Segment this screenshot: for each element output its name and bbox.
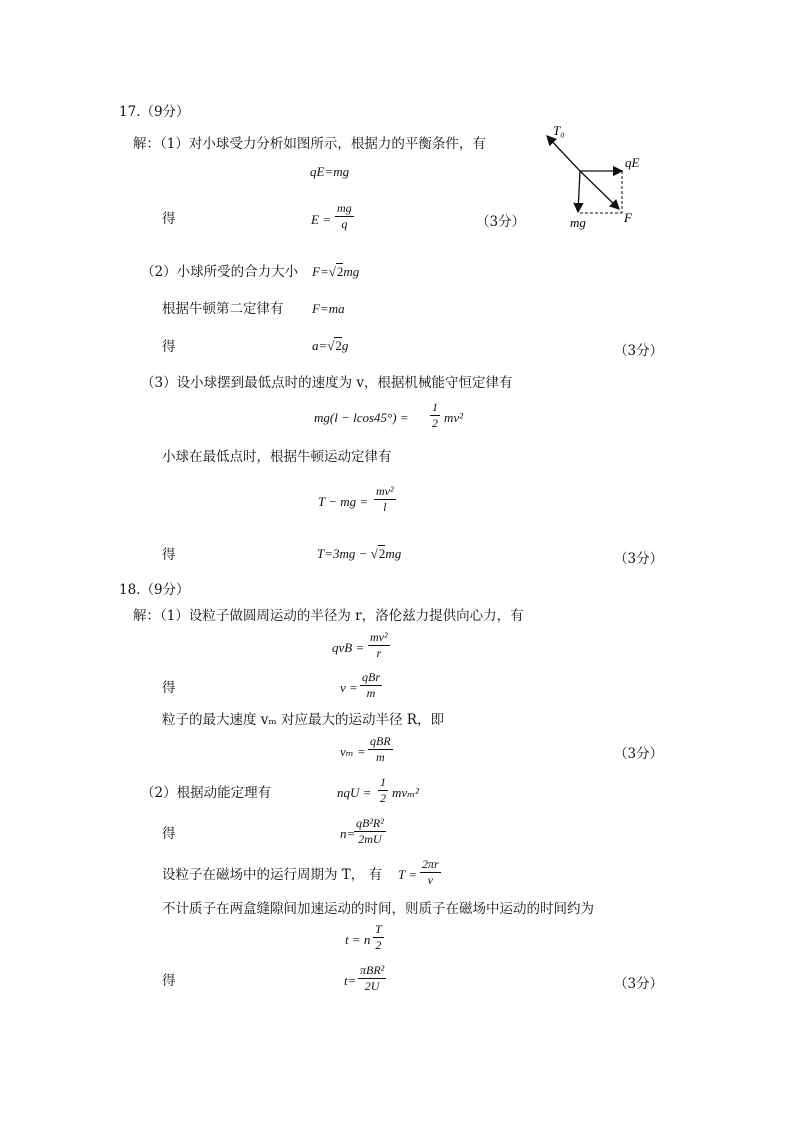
q17-score-1: （3分） — [476, 214, 526, 230]
q17-eq-energy-fraction — [430, 401, 440, 430]
q17-header: 17.（9分） — [119, 104, 190, 120]
q17-eq-energy-lhs: mg(l − lcos45°) = — [314, 410, 409, 425]
q18-eq-kinetic-lhs: nqU = — [337, 785, 372, 800]
sqrt-arg: 2 — [378, 546, 386, 561]
q17-de-label: 得 — [162, 339, 176, 355]
q17-de-label: 得 — [162, 547, 176, 563]
q17-eq-newton-fraction — [374, 485, 396, 514]
q18-eq-kinetic-fraction — [378, 776, 388, 805]
q18-part1-intro: 解：（1）设粒子做圆周运动的半径为 r，洛伦兹力提供向心力，有 — [133, 608, 524, 624]
fraction-numerator: 1 — [380, 775, 386, 789]
eq-suffix: g — [341, 338, 349, 353]
q18-eq-v-lhs: v = — [340, 680, 358, 695]
fraction-denominator: 2 — [375, 938, 382, 952]
q18-eq-vm-fraction — [368, 735, 393, 764]
tension-vector — [547, 136, 580, 171]
q17-force-diagram — [535, 118, 655, 233]
q18-eq-n-fraction — [354, 817, 386, 846]
q17-eq-e-fraction — [335, 202, 354, 231]
q18-eq-t-final-lhs: t= — [344, 973, 357, 988]
fraction-numerator: qBr — [362, 670, 380, 684]
fraction-denominator: 2mU — [358, 832, 382, 846]
fraction-numerator: 2πr — [422, 857, 439, 871]
q18-part2-line3: 设粒子在磁场中的运行周期为 T， 有 — [162, 867, 383, 883]
eq-prefix: T=3mg − — [317, 546, 371, 561]
mg-label: mg — [570, 215, 586, 230]
q18-eq-kinetic-rhs: mvₘ² — [392, 785, 420, 800]
fraction-numerator: mv² — [370, 630, 388, 644]
q18-header: 18.（9分） — [119, 582, 190, 598]
q17-eq-e-denominator: q — [341, 217, 348, 231]
gravity-vector — [578, 171, 580, 212]
fraction-numerator: 1 — [432, 400, 438, 414]
q18-eq-time-fraction — [373, 923, 384, 952]
q17-score-3: （3分） — [614, 551, 664, 567]
fraction-denominator: 2 — [432, 416, 438, 430]
q17-eq-f: F=√2mg — [312, 264, 360, 279]
q18-score-1: （3分） — [614, 746, 664, 762]
t0-label: T₀ — [553, 123, 565, 138]
q17-part2-line2: 根据牛顿第二定律有 — [162, 301, 284, 317]
fraction-denominator: m — [376, 750, 385, 764]
fraction-numerator: T — [375, 922, 382, 936]
q18-part1-line3: 粒子的最大速度 vₘ 对应最大的运动半径 R，即 — [162, 712, 444, 728]
q18-de-label: 得 — [162, 826, 176, 842]
eq-suffix: mg — [343, 264, 360, 279]
eq-prefix: F= — [312, 264, 329, 279]
q18-eq-period-fraction — [420, 858, 441, 887]
q18-de-label: 得 — [162, 680, 176, 696]
q18-eq-time-lhs: t = n — [345, 932, 371, 947]
q17-eq-e-lhs: E = — [311, 212, 331, 227]
q17-eq-a: a=√2g — [312, 338, 349, 353]
q17-eq-newton-lhs: T − mg = — [318, 494, 369, 509]
q17-de-label: 得 — [162, 211, 176, 227]
fraction-denominator: 2U — [364, 979, 380, 993]
fraction-numerator: πBR² — [360, 963, 385, 977]
qe-label: qE — [625, 155, 640, 170]
eq-suffix: mg — [385, 546, 402, 561]
fraction-denominator: m — [366, 686, 376, 700]
q18-score-2: （3分） — [614, 976, 664, 992]
fraction-denominator: 2 — [380, 791, 386, 805]
fraction-denominator: v — [427, 873, 433, 887]
q18-de-label: 得 — [162, 973, 176, 989]
fraction-denominator: l — [383, 500, 387, 514]
q18-eq-n-lhs: n= — [340, 826, 356, 841]
resultant-force-vector — [580, 171, 619, 209]
q17-part1-intro: 解：（1）对小球受力分析如图所示，根据力的平衡条件，有 — [133, 136, 486, 152]
eq-prefix: a= — [312, 338, 328, 353]
fraction-denominator: r — [376, 646, 382, 660]
fraction-numerator: qB²R² — [356, 816, 384, 830]
q17-part2-intro: （2）小球所受的合力大小 — [141, 264, 299, 280]
q17-eq-energy-rhs: mv² — [444, 410, 464, 425]
q17-part3-line2: 小球在最低点时，根据牛顿运动定律有 — [162, 449, 392, 465]
q18-eq-vm-lhs: vₘ = — [340, 744, 366, 759]
sqrt-arg: 2 — [336, 264, 344, 279]
q17-eq-qe-mg: qE=mg — [310, 164, 350, 179]
q17-score-2: （3分） — [614, 343, 664, 359]
q18-eq-lorentz-lhs: qvB = — [332, 640, 365, 655]
q18-eq-v-fraction — [360, 671, 382, 700]
q18-eq-t-final-fraction — [358, 964, 386, 993]
q18-eq-period-lhs: T = — [398, 867, 418, 882]
fraction-numerator: qBR — [370, 734, 391, 748]
fraction-numerator: mv² — [376, 484, 394, 498]
sqrt-arg: 2 — [335, 338, 342, 353]
q18-eq-lorentz-fraction — [368, 631, 390, 660]
f-label: F — [624, 210, 632, 225]
q17-eq-fma: F=ma — [312, 301, 345, 316]
q17-eq-t: T=3mg − √2mg — [317, 546, 402, 561]
q17-eq-e-numerator: mg — [337, 201, 352, 215]
q18-part2-line4: 不计质子在两盒缝隙间加速运动的时间，则质子在磁场中运动的时间约为 — [162, 901, 594, 917]
q18-part2-intro: （2）根据动能定理有 — [141, 785, 272, 801]
q17-part3-intro: （3）设小球摆到最低点时的速度为 v，根据机械能守恒定律有 — [141, 375, 513, 391]
